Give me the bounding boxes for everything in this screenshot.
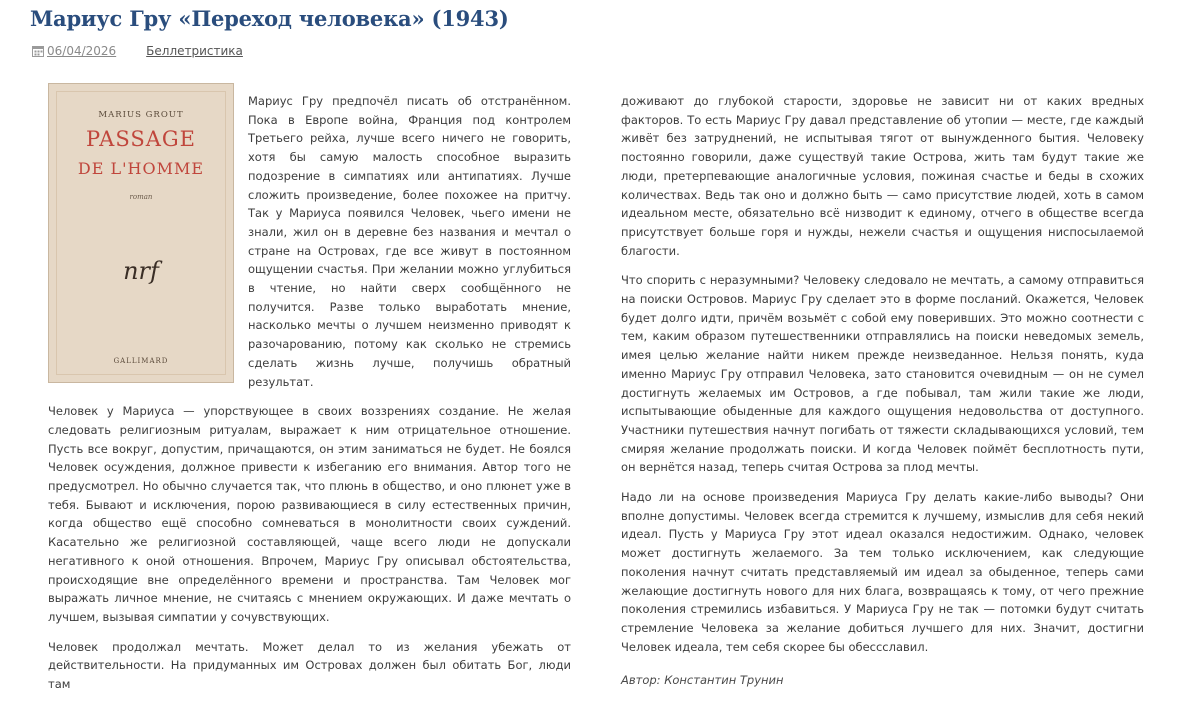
page-title: Мариус Гру «Переход человека» (1943) bbox=[30, 6, 509, 31]
cover-title-line1: PASSAGE bbox=[85, 127, 197, 151]
article-paragraph: доживают до глубокой старости, здоровье не зависит ни от каких вредных факторов. То есть Мариус Гру давал представление об утопии — месте, где каждый живёт без затруднений, не испытывая тягот от вынужденного бытия. Человеку постоянно говорили, даже существуй такие Острова, жить там будут такие же люди, претерпевающие аналогичные условия, пожиная счастье и беды в схожих количествах. Ведь так оно и должно быть — само присутствие людей, хоть в самом идеальном месте, обязательно всё низводит к единому, отчего в обществе всегда присутствует больше горя и нужды, нежели счастья и ощущения ниспосылаемой благости. bbox=[621, 94, 1144, 258]
author-signature: Автор: Константин Трунин bbox=[621, 673, 784, 688]
category-link[interactable]: Беллетристика bbox=[146, 44, 243, 58]
article-paragraph: Надо ли на основе произведения Мариуса Гру делать какие-либо выводы? Они вполне допустимы. Человек всегда стремится к лучшему, измыслив для себя некий идеал. Пусть у Мариуса Гру этот идеал оказался недостижим. Однако, человек может достигнуть желаемого. За тем только исключением, как следующие поколения начнут считать представляемый им идеал за обыденное, теперь сами желающие достигнуть нового для них блага, возвращаясь к тому, от чего прежние поколения стремились избавиться. У Мариуса Гру не так — потомки будут считать стремление Человека за желание добиться лучшего для них. Значит, достигни Человек идеала, тем себя скорее бы обессславил. bbox=[621, 490, 1144, 654]
post-meta bbox=[32, 44, 243, 58]
article-column-left bbox=[48, 92, 571, 705]
article-column-right bbox=[621, 92, 1144, 701]
publisher-logo: nrf bbox=[123, 257, 159, 285]
calendar-icon bbox=[32, 45, 44, 57]
cover-title-line2: DE L'HOMME bbox=[77, 159, 205, 178]
article-paragraph: Что спорить с неразумными? Человеку следовало не мечтать, а самому отправиться на поиски Островов. Мариус Гру сделает это в форме посланий. Окажется, Человек будет долго идти, причём возьмёт с собой ему поверивших. Это можно соотнести с тем, каким образом путешественники отправлялись на поиски неведомых земель, имея целью желание найти никем прежде неизведанное. Нельзя понять, куда именно Мариус Гру отправил Человека, зато становится очевидным — он не сумел достигнуть желаемых им Островов, а где побывал, там жили такие же люди, испытывающие обыденные для каждого ощущения недовольства от доступного. Участники путешествия начнут погибать от тяжести складывающихся условий, тем смиряя желание продолжать поиски. И когда Человек поймёт бесплотность пути, он вернётся назад, теперь считая Острова за плод мечты. bbox=[621, 273, 1144, 475]
article-paragraph: Человек продолжал мечтать. Может делал то из желания убежать от действительности. На придуманных им Островах должен был обитать Бог, люди там bbox=[48, 639, 571, 692]
article-paragraph: Мариус Гру предпочёл писать об отстранённом. Пока в Европе война, Франция под контролем Третьего рейха, лучше всего ничего не говорить, хотя бы самую малость способное выразить подозрение в симпатиях или антипатиях. Лучше сложить произведение, более похожее на притчу. Так у Мариуса появился Человек, чьего имени не знали, жил он в деревне без названия и мечтал о стране на Островах, где все живут в постоянном ощущении счастья. При желании можно углубиться в чтение, но найти сверх сообщённого не получится. Разве только выработать мнение, насколько мечты о лучшем неизменно приводят к разочарованию, потому как сколько не стремись сделать жизнь лучше, получишь обратный результат. bbox=[248, 94, 571, 389]
post-date-link[interactable]: 06/04/2026 bbox=[47, 44, 117, 58]
cover-genre: roman bbox=[129, 193, 153, 201]
cover-author: MARIUS GROUT bbox=[98, 110, 184, 120]
cover-publisher: GALLIMARD bbox=[113, 357, 169, 365]
book-cover-image bbox=[48, 83, 234, 383]
article-paragraph: Человек у Мариуса — упорствующее в своих воззрениях создание. Не желая следовать религиозным ритуалам, выражает к ним отрицательное отношение. Пусть все вокруг, допустим, причащаются, он этим заниматься не будет. Не боялся Человек осуждения, должное привести к избеганию его внимания. Автор того не предусмотрел. Но обычно случается так, что плюнь в общество, и оно плюнет уже в тебя. Бывают и исключения, порою развивающиеся в силу естественных причин, когда общество ещё способно сомневаться в монолитности своих суждений. Касательно же религиозной составляющей, чаще всего люди не допускали негативного к оной отношения. Впрочем, Мариус Гру описывал обстоятельства, происходящие вне определённого времени и пространства. Там Человек мог выражать личное мнение, не считаясь с мнением окружающих. И даже мечтать о лучшем, вызывая симпатии у сочувствующих. bbox=[48, 404, 571, 624]
